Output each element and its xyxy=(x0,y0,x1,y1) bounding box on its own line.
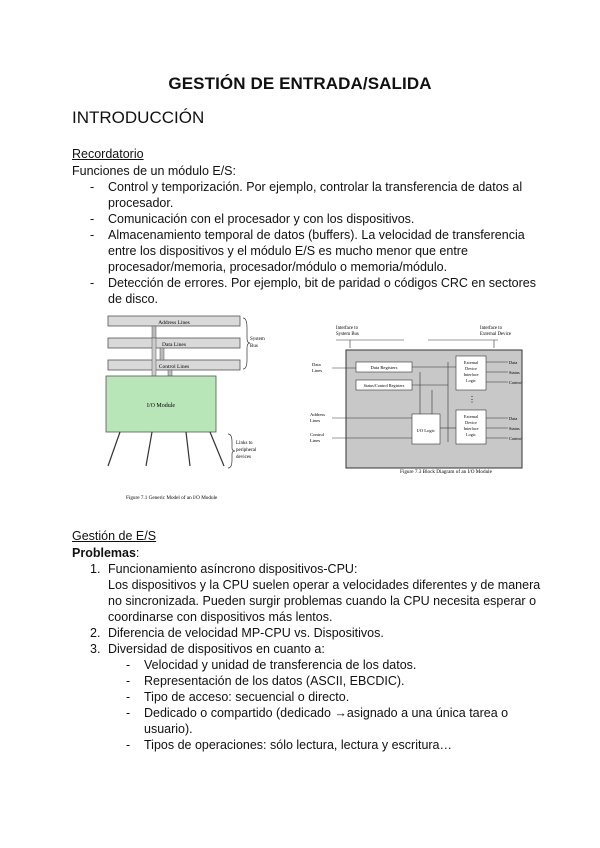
bullet-dash: - xyxy=(126,690,131,704)
list-number: 1. xyxy=(90,562,101,576)
list-item: Tipos de operaciones: sólo lectura, lectura y escritura… xyxy=(144,738,453,752)
list-item: Velocidad y unidad de transferencia de los datos. xyxy=(144,658,417,672)
links-label: peripheral xyxy=(236,448,257,453)
control-lines-label: Control xyxy=(310,432,325,437)
device-link xyxy=(108,432,120,466)
signal-label: Data xyxy=(509,360,518,365)
device-link xyxy=(210,432,224,466)
data-lines-label: Data xyxy=(312,362,321,367)
device-link xyxy=(146,432,152,466)
box-label: I/O Logic xyxy=(417,428,435,433)
document-title: GESTIÓN DE ENTRADA/SALIDA xyxy=(168,74,432,93)
box-label: External xyxy=(463,360,479,365)
bullet-dash: - xyxy=(90,228,95,242)
ellipsis-dots: ⋮ xyxy=(468,395,476,404)
signal-label: Status xyxy=(509,426,520,431)
links-label: devices xyxy=(236,455,251,460)
io-module-block-diagram xyxy=(308,322,530,478)
interface-label: Interface to xyxy=(336,326,358,331)
problems-label: Problemas xyxy=(72,546,136,560)
bus-connector xyxy=(152,338,156,376)
box-label: Data Registers xyxy=(370,365,398,370)
bullet-dash: - xyxy=(90,276,95,290)
list-item: coordinarse con dispositivos más lentos. xyxy=(108,610,333,624)
box-label: External xyxy=(463,414,479,419)
list-item: Representación de los datos (ASCII, EBCDIC). xyxy=(144,674,405,688)
bullet-dash: - xyxy=(126,674,131,688)
signal-label: Control xyxy=(509,380,523,385)
list-item: de disco. xyxy=(108,292,159,306)
list-item: usuario). xyxy=(144,722,193,736)
list-item: procesador. xyxy=(108,196,174,210)
box-label: Logic xyxy=(466,378,476,383)
list-number: 3. xyxy=(90,642,101,656)
box-label: Device xyxy=(465,420,477,425)
list-item: Diversidad de dispositivos en cuanto a: xyxy=(108,642,325,656)
list-item: Detección de errores. Por ejemplo, bit de paridad o códigos CRC en sectores xyxy=(108,276,536,290)
recordatorio-intro: Funciones de un módulo E/S: xyxy=(72,164,236,178)
gestion-subtitle: Gestión de E/S xyxy=(72,529,157,543)
signal-label: Data xyxy=(509,416,518,421)
signal-label: Status xyxy=(509,370,520,375)
box-label: Device xyxy=(465,366,477,371)
recordatorio-subtitle: Recordatorio xyxy=(72,147,144,161)
list-item: Diferencia de velocidad MP-CPU vs. Dispositivos. xyxy=(108,626,384,640)
figure-caption: Figure 7.3 Block Diagram of an I/O Module xyxy=(400,469,492,475)
box-label: Logic xyxy=(466,432,476,437)
bus-label: Control Lines xyxy=(158,364,190,370)
address-lines-label: Address xyxy=(310,412,326,417)
list-item: Funcionamiento asíncrono dispositivos-CPU: xyxy=(108,562,358,576)
list-item: entre los dispositivos y el módulo E/S es mucho menor que entre xyxy=(108,244,468,258)
bullet-dash: - xyxy=(90,212,95,226)
bullet-dash: - xyxy=(90,180,95,194)
bus-label: Address Lines xyxy=(158,320,190,326)
problems-heading xyxy=(72,545,139,561)
list-item: Los dispositivos y la CPU suelen operar a velocidades diferentes y de manera xyxy=(108,578,541,592)
figure-caption: Figure 7.1 Generic Model of an I/O Module xyxy=(126,495,218,501)
list-item: Tipo de acceso: secuencial o directo. xyxy=(144,690,350,704)
io-module-label: I/O Module xyxy=(146,403,176,409)
list-item: Comunicación con el procesador y con los dispositivos. xyxy=(108,212,415,226)
list-item: Dedicado o compartido (dedicado →asignado a una única tarea o xyxy=(144,706,509,720)
bullet-dash: - xyxy=(126,706,131,720)
interface-label: Interface to xyxy=(480,326,502,331)
bus-label: Data Lines xyxy=(162,342,186,348)
control-lines-label: Lines xyxy=(310,438,321,443)
generic-io-module-figure xyxy=(100,312,280,504)
box-label: Interface xyxy=(463,426,479,431)
data-lines-label: Lines xyxy=(312,368,323,373)
system-bus-label: System xyxy=(250,337,265,342)
list-item: Almacenamiento temporal de datos (buffers). La velocidad de transferencia xyxy=(108,228,525,242)
device-link xyxy=(186,432,190,466)
links-label: Links to xyxy=(236,441,253,446)
list-item: Control y temporización. Por ejemplo, controlar la transferencia de datos al xyxy=(108,180,523,194)
section-heading: INTRODUCCIÓN xyxy=(72,108,205,127)
bus-connector xyxy=(168,370,172,376)
links-brace xyxy=(228,434,235,468)
interface-label: System Bus xyxy=(336,332,359,337)
interface-label: External Device xyxy=(480,332,512,337)
system-bus-label: Bus xyxy=(250,344,258,349)
box-label: Status/Control Registers xyxy=(363,383,405,388)
address-lines-label: Lines xyxy=(310,418,321,423)
list-item: no sincronizada. Pueden surgir problemas cuando la CPU necesita esperar o xyxy=(108,594,537,608)
box-label: Interface xyxy=(463,372,479,377)
bullet-dash: - xyxy=(126,738,131,752)
bus-connector xyxy=(152,326,156,338)
system-bus-brace xyxy=(243,318,250,369)
bus-connector xyxy=(160,348,164,360)
list-item: procesador/memoria, procesador/módulo o memoria/módulo. xyxy=(108,260,448,274)
list-number: 2. xyxy=(90,626,101,640)
signal-label: Control xyxy=(509,436,523,441)
problems-colon: : xyxy=(135,546,140,560)
bullet-dash: - xyxy=(126,658,131,672)
